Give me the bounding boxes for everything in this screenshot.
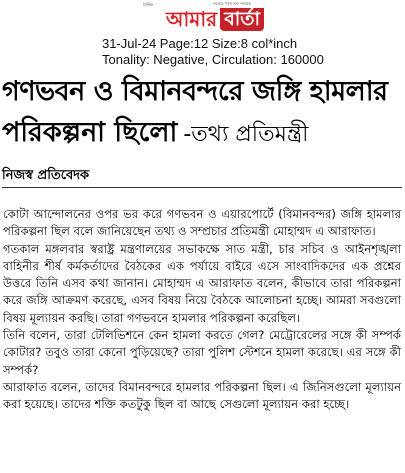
clipping-metadata: [102, 36, 324, 68]
headline-line-1: গণভবন ও বিমানবন্দরে জঙ্গি হামলার: [2, 76, 388, 107]
headline-attribution: -তথ্য প্রতিমন্ত্রী: [183, 122, 309, 147]
paragraph-4: আরাফাত বলেন, তাদের বিমানবন্দরে হামলার পরিকল্পনা ছিল। এ জিনিসগুলো মূল্যায়ন করা হয়েছে। তাদের শক্তি কতটুকু ছিল বা আছে সেগুলো মূল্যায়ন করা হচ্ছে।: [3, 379, 401, 412]
paragraph-2: গতকাল মঙ্গলবার স্বরাষ্ট্র মন্ত্রণালয়ের সভাকক্ষে সাত মন্ত্রী, চার সচিব ও আইনশৃঙ্খলা বাহিনীর শীর্ষ কর্মকর্তাদের বৈঠকের এক পর্যায়ে বাইরে এসে সাংবাদিকদের এক প্রশ্নের উত্তরে তিনি এসব কথা জানান। মোহাম্মদ এ আরাফাত বলেন, কীভাবে তারা পরিকল্পনা করে জঙ্গি আক্রমণ করেছে, এসব বিষয় নিয়ে বৈঠকে আলোচনা হচ্ছে। আমরা সবগুলো বিষয় মূল্যায়ন করছি। তারা গণভবনে হামলার পরিকল্পনা করেছিল।: [3, 241, 401, 325]
headline-line-2: [2, 113, 402, 155]
paragraph-1: কোটা আন্দোলনের ওপর ভর করে গণভবন ও এয়ারপোর্টে (বিমানবন্দর) জঙ্গি হামলার পরিকল্পনা ছিল বলে জানিয়েছেন তথ্য ও সম্প্রচার প্রতিমন্ত্রী মোহাম্মদ এ আরাফাত।: [3, 207, 401, 239]
date-page-size: 31-Jul-24 Page:12 Size:8 col*inch: [102, 36, 298, 51]
article-body: [3, 206, 401, 414]
newspaper-logo: [160, 6, 270, 32]
masthead-small-text: দৈনিক: [143, 2, 154, 7]
reporter-byline: নিজস্ব প্রতিবেদক: [2, 168, 90, 183]
divider: [2, 187, 402, 188]
tonality-circulation: Tonality: Negative, Circulation: 160000: [102, 52, 324, 67]
logo-text-amar: আমার: [165, 7, 218, 31]
headline-line-2-main: পরিকল্পনা ছিলো: [2, 117, 178, 148]
article-headline: [2, 73, 402, 155]
paragraph-3: তিনি বলেন, তারা টেলিভিশনে কেন হামলা করতে গেল? মেট্রোরেলের সঙ্গে কী সম্পর্ক কোটার? তবুও তারা কেনো পুড়িয়েছে? তারা পুলিশ স্টেশনে হামলা করেছে। এর সঙ্গে কী সম্পর্ক?: [3, 328, 401, 377]
masthead: [0, 0, 405, 36]
logo-text-barta: বার্তা: [220, 8, 264, 31]
masthead-tagline: সত্যের পথে সদা জাগ্রত: [213, 1, 251, 6]
